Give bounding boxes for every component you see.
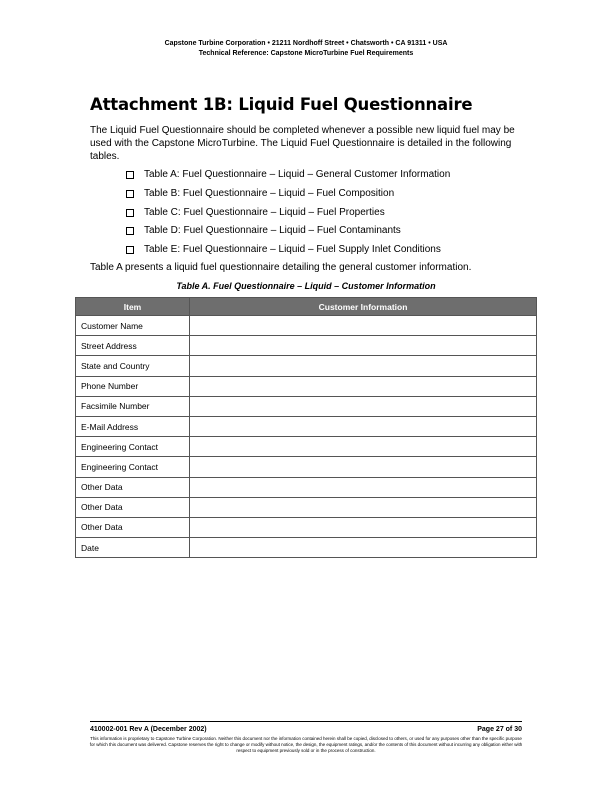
customer-information-cell[interactable] bbox=[190, 437, 537, 457]
checkbox-bullet-icon bbox=[126, 246, 134, 254]
table-row bbox=[76, 316, 537, 336]
item-cell: Street Address bbox=[76, 336, 190, 356]
customer-information-cell[interactable] bbox=[190, 477, 537, 497]
table-row bbox=[76, 437, 537, 457]
table-row bbox=[76, 497, 537, 517]
table-row bbox=[76, 356, 537, 376]
customer-information-cell[interactable] bbox=[190, 457, 537, 477]
header-reference-line: Technical Reference: Capstone MicroTurbine Fuel Requirements bbox=[198, 50, 414, 57]
header-company-line: Capstone Turbine Corporation • 21211 Nordhoff Street • Chatsworth • CA 91311 • USA bbox=[164, 40, 448, 47]
item-cell: Other Data bbox=[76, 517, 190, 537]
item-cell: State and Country bbox=[76, 356, 190, 376]
table-a-description: Table A presents a liquid fuel questionnaire detailing the general customer information. bbox=[90, 262, 472, 273]
customer-information-cell[interactable] bbox=[190, 316, 537, 336]
list-item bbox=[126, 187, 450, 206]
customer-information-cell[interactable] bbox=[190, 396, 537, 416]
customer-information-table bbox=[75, 297, 537, 558]
table-row bbox=[76, 336, 537, 356]
item-cell: Engineering Contact bbox=[76, 457, 190, 477]
customer-information-cell[interactable] bbox=[190, 517, 537, 537]
list-item-label: Table A: Fuel Questionnaire – Liquid – General Customer Information bbox=[144, 169, 451, 180]
list-item bbox=[126, 224, 450, 243]
list-item-label: Table B: Fuel Questionnaire – Liquid – Fuel Composition bbox=[144, 187, 395, 199]
checkbox-bullet-icon bbox=[126, 227, 134, 235]
table-row bbox=[76, 477, 537, 497]
list-item-label: Table D: Fuel Questionnaire – Liquid – Fuel Contaminants bbox=[144, 225, 401, 237]
list-item bbox=[126, 206, 450, 225]
item-cell: Other Data bbox=[76, 497, 190, 517]
list-item-label: Table C: Fuel Questionnaire – Liquid – Fuel Properties bbox=[144, 206, 385, 218]
table-list bbox=[126, 168, 450, 262]
column-header-customer-information: Customer Information bbox=[190, 298, 537, 316]
table-row bbox=[76, 396, 537, 416]
customer-information-cell[interactable] bbox=[190, 538, 537, 558]
checkbox-bullet-icon bbox=[126, 209, 134, 217]
footer-page-number: Page 27 of 30 bbox=[477, 726, 522, 733]
item-cell: Customer Name bbox=[76, 316, 190, 336]
checkbox-bullet-icon bbox=[126, 171, 134, 179]
table-row bbox=[76, 517, 537, 537]
intro-paragraph: The Liquid Fuel Questionnaire should be completed whenever a possible new liquid fuel may be used with the Capstone MicroTurbine. The Liquid Fuel Questionnaire is detailed in the following tables. bbox=[90, 125, 515, 162]
table-caption: Table A. Fuel Questionnaire – Liquid – Customer Information bbox=[176, 281, 436, 291]
item-cell: E-Mail Address bbox=[76, 416, 190, 436]
customer-information-cell[interactable] bbox=[190, 416, 537, 436]
customer-information-cell[interactable] bbox=[190, 497, 537, 517]
item-cell: Date bbox=[76, 538, 190, 558]
customer-information-cell[interactable] bbox=[190, 376, 537, 396]
item-cell: Other Data bbox=[76, 477, 190, 497]
list-item-label: Table E: Fuel Questionnaire – Liquid – Fuel Supply Inlet Conditions bbox=[144, 244, 441, 256]
checkbox-bullet-icon bbox=[126, 190, 134, 198]
table-row bbox=[76, 457, 537, 477]
item-cell: Phone Number bbox=[76, 376, 190, 396]
list-item bbox=[126, 168, 450, 187]
page-title: Attachment 1B: Liquid Fuel Questionnaire bbox=[90, 95, 473, 114]
table-row bbox=[76, 416, 537, 436]
item-cell: Engineering Contact bbox=[76, 437, 190, 457]
table-row bbox=[76, 538, 537, 558]
footer-disclaimer: This information is proprietary to Capstone Turbine Corporation. Neither this document nor the information contained herein shall be copied, disclosed to others, or used for any purposes other than the specific purpose for which this document was delivered. Capstone reserves the right to change or modify without notice, the design, the equipment ratings, and/or the contents of this document without incurring any obligation either with respect to equipment previously sold or in the process of construction. bbox=[89, 736, 523, 753]
customer-information-cell[interactable] bbox=[190, 336, 537, 356]
list-item bbox=[126, 243, 450, 262]
table-row bbox=[76, 376, 537, 396]
footer-document-id: 410002-001 Rev A (December 2002) bbox=[90, 726, 207, 733]
item-cell: Facsimile Number bbox=[76, 396, 190, 416]
column-header-item: Item bbox=[76, 298, 190, 316]
table-header-row bbox=[76, 298, 537, 316]
customer-information-cell[interactable] bbox=[190, 356, 537, 376]
footer-divider bbox=[90, 721, 522, 722]
